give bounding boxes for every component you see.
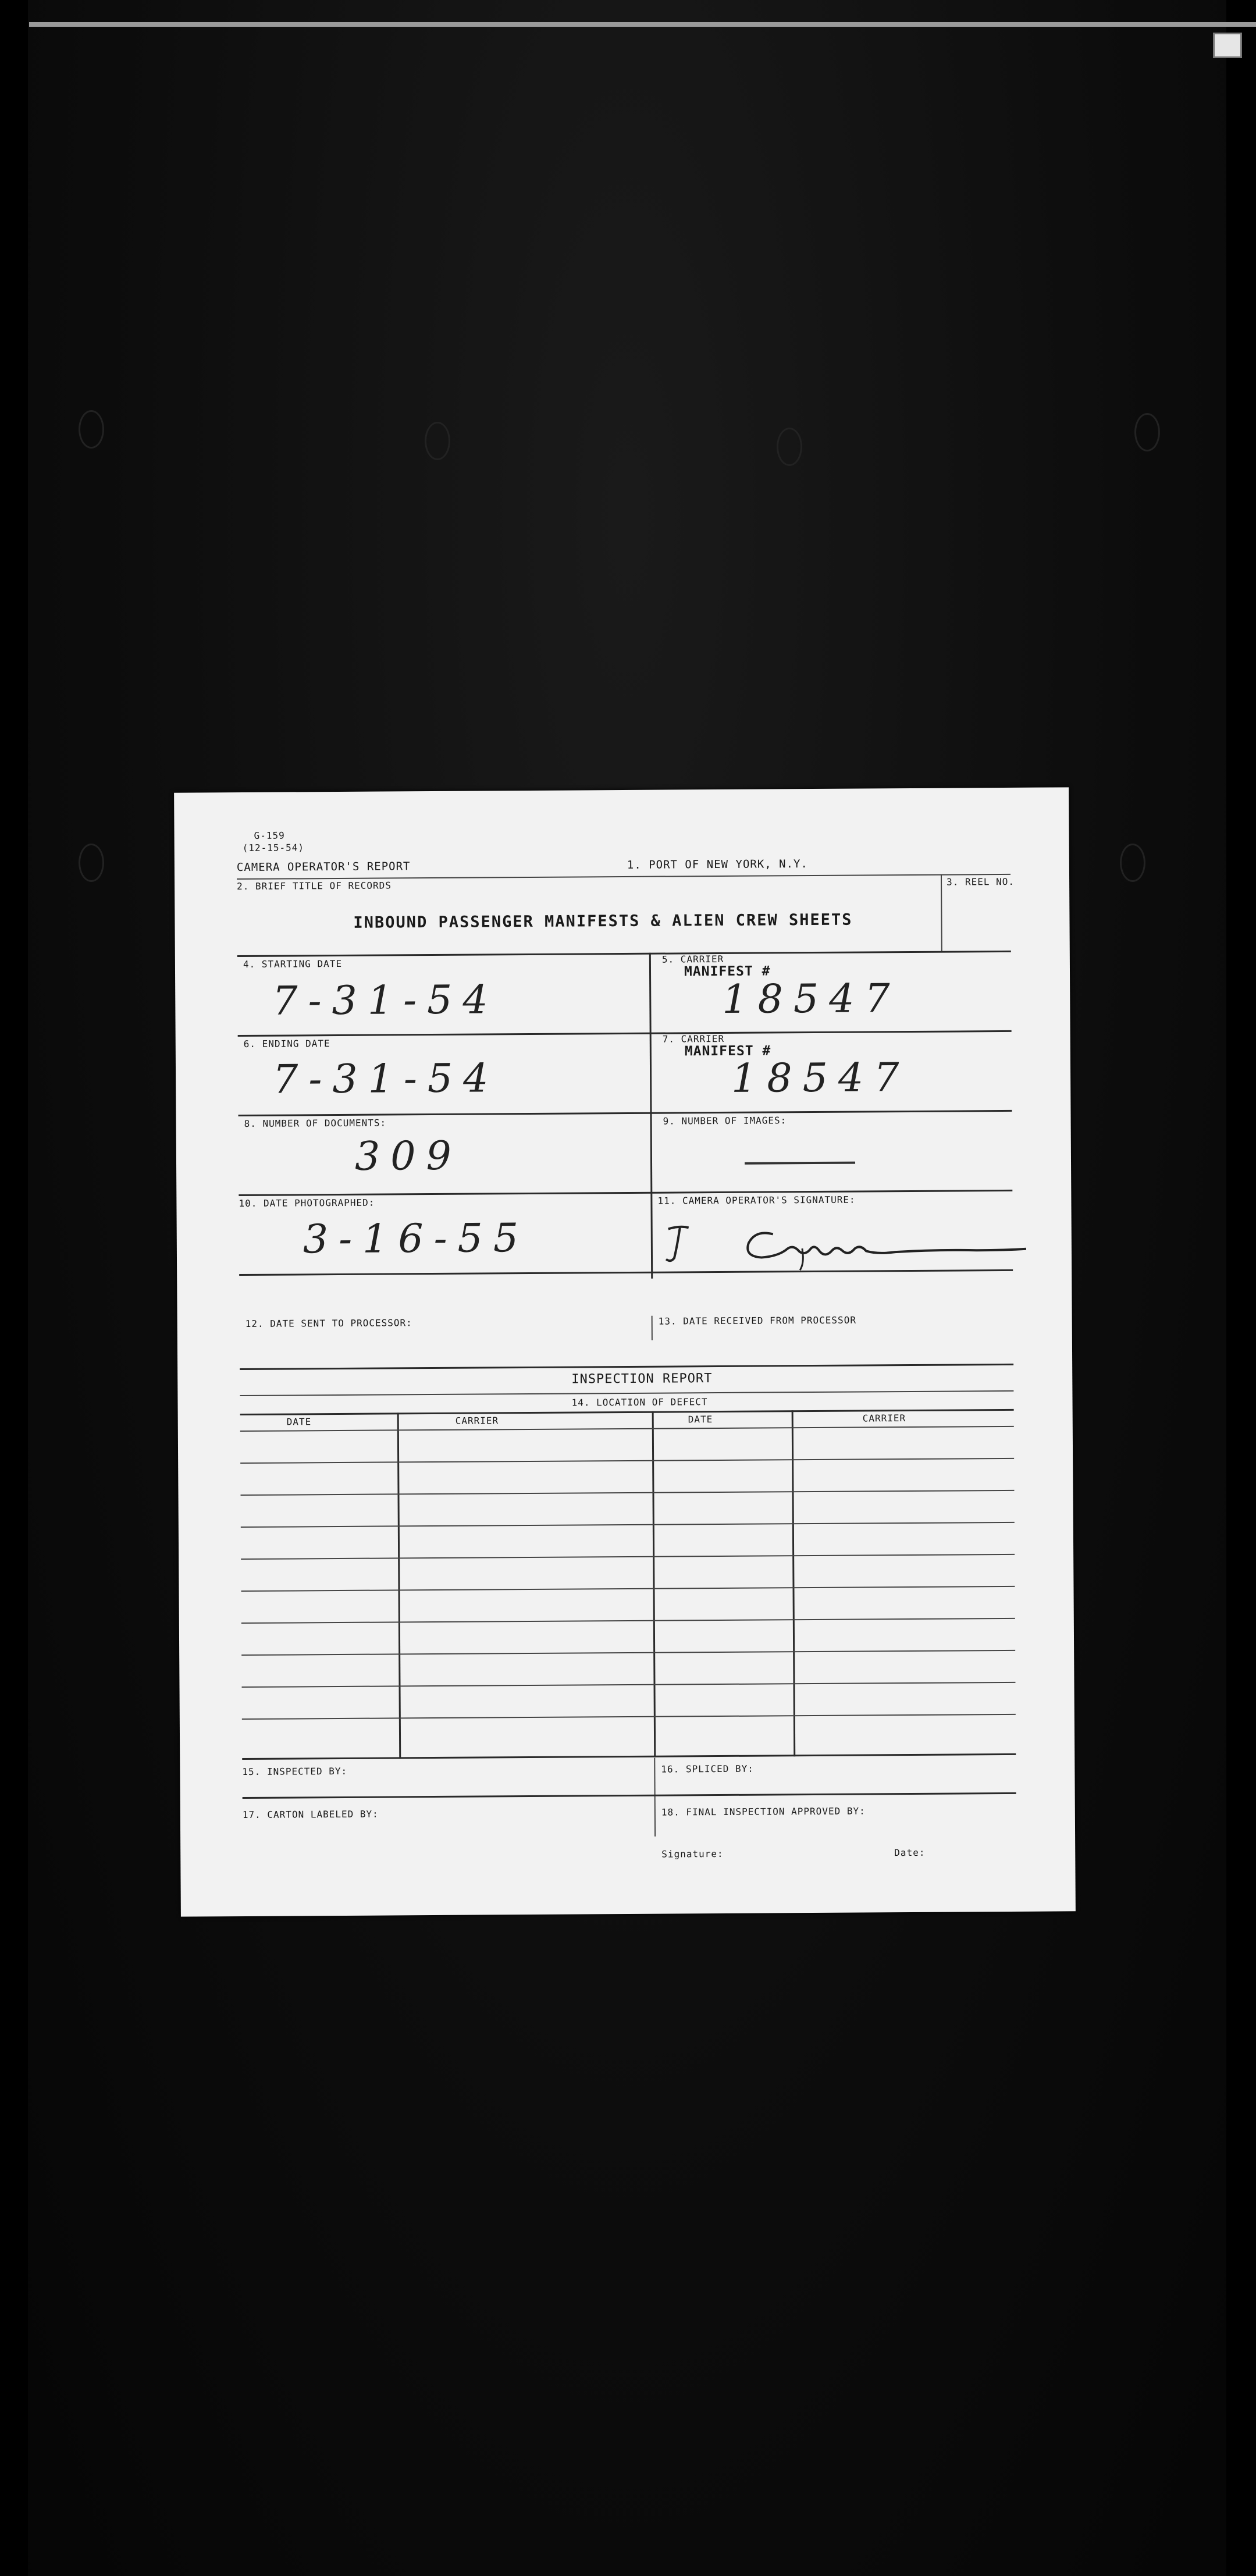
film-edge-left [0,0,28,2576]
rule [237,874,1011,880]
sprocket-hole [1120,844,1145,882]
col-carrier-2: CARRIER [862,1412,906,1424]
manifest-7-label: MANIFEST # [684,1043,771,1059]
rule [654,1758,656,1837]
table-row [241,1554,1015,1560]
rule [243,1792,1016,1799]
table-column-divider [397,1412,401,1759]
table-row [241,1618,1015,1624]
starting-date-label: 4. STARTING DATE [243,958,343,970]
table-row [241,1586,1015,1592]
carton-labeled-label: 17. CARTON LABELED BY: [242,1808,379,1821]
rule [238,1110,1012,1116]
spliced-by-label: 16. SPLICED BY: [661,1763,754,1775]
brief-title-label: 2. BRIEF TITLE OF RECORDS [237,880,392,892]
rule [649,953,653,1279]
date-photographed-value: 3-16-55 [303,1215,529,1263]
table-row [240,1458,1014,1464]
manifest-5-label: MANIFEST # [684,963,771,980]
ending-date-value: 7-31-54 [272,1055,499,1103]
table-row [242,1682,1016,1688]
table-row [240,1490,1014,1496]
num-images-label: 9. NUMBER OF IMAGES: [663,1115,787,1127]
form-number: G-159 [254,830,285,841]
rule [239,1269,1013,1276]
rule [652,1316,653,1340]
col-date-2: DATE [688,1414,713,1425]
form-revision: (12-15-54) [242,842,305,853]
date-sent-label: 12. DATE SENT TO PROCESSOR: [245,1317,412,1329]
table-row [241,1522,1015,1528]
table-row [242,1714,1016,1720]
date-label: Date: [894,1846,926,1859]
film-corner-marker [1213,33,1242,58]
rule [237,951,1011,957]
port-label: 1. PORT OF NEW YORK, N.Y. [627,858,808,871]
film-edge-top [29,22,1256,27]
starting-date-value: 7-31-54 [272,977,499,1024]
col-carrier-1: CARRIER [455,1415,499,1426]
rule [239,1190,1012,1196]
carrier-5-label: 5. CARRIER [661,953,724,965]
table-row [241,1650,1015,1656]
operator-signature-label: 11. CAMERA OPERATOR'S SIGNATURE: [657,1194,856,1207]
sprocket-hole [79,410,104,449]
inspection-title: INSPECTION REPORT [571,1371,713,1387]
carrier-7-label: 7. CARRIER [662,1033,725,1045]
rule [238,1030,1012,1037]
num-documents-value: 309 [354,1133,462,1180]
rule [242,1753,1016,1760]
film-edge-right [1226,0,1256,2576]
sprocket-hole [79,844,104,882]
manifest-7-value: 18547 [731,1055,910,1102]
ending-date-label: 6. ENDING DATE [243,1038,330,1049]
table-column-divider [652,1411,656,1757]
sprocket-hole [425,422,450,460]
inspected-by-label: 15. INSPECTED BY: [242,1765,348,1778]
rule [240,1364,1013,1370]
date-received-label: 13. DATE RECEIVED FROM PROCESSOR [658,1314,856,1327]
operator-signature [663,1215,1036,1273]
location-defect-label: 14. LOCATION OF DEFECT [571,1396,708,1408]
reel-label: 3. REEL NO. [947,876,1015,888]
num-documents-label: 8. NUMBER OF DOCUMENTS: [244,1117,387,1129]
table-column-divider [792,1410,796,1756]
col-date-1: DATE [286,1416,312,1428]
date-photographed-label: 10. DATE PHOTOGRAPHED: [239,1197,375,1209]
sprocket-hole [1134,413,1160,451]
form-title: CAMERA OPERATOR'S REPORT [236,860,411,874]
final-inspection-label: 18. FINAL INSPECTION APPROVED BY: [661,1805,866,1818]
num-images-dash [745,1162,855,1165]
rule [941,874,942,952]
signature-label: Signature: [661,1848,724,1860]
camera-operator-report-form [174,787,1076,1916]
rule [240,1390,1013,1396]
manifest-5-value: 18547 [722,976,901,1023]
brief-title-value: INBOUND PASSENGER MANIFESTS & ALIEN CREW SHEETS [353,910,853,932]
table-row [240,1426,1014,1432]
sprocket-hole [777,428,802,466]
